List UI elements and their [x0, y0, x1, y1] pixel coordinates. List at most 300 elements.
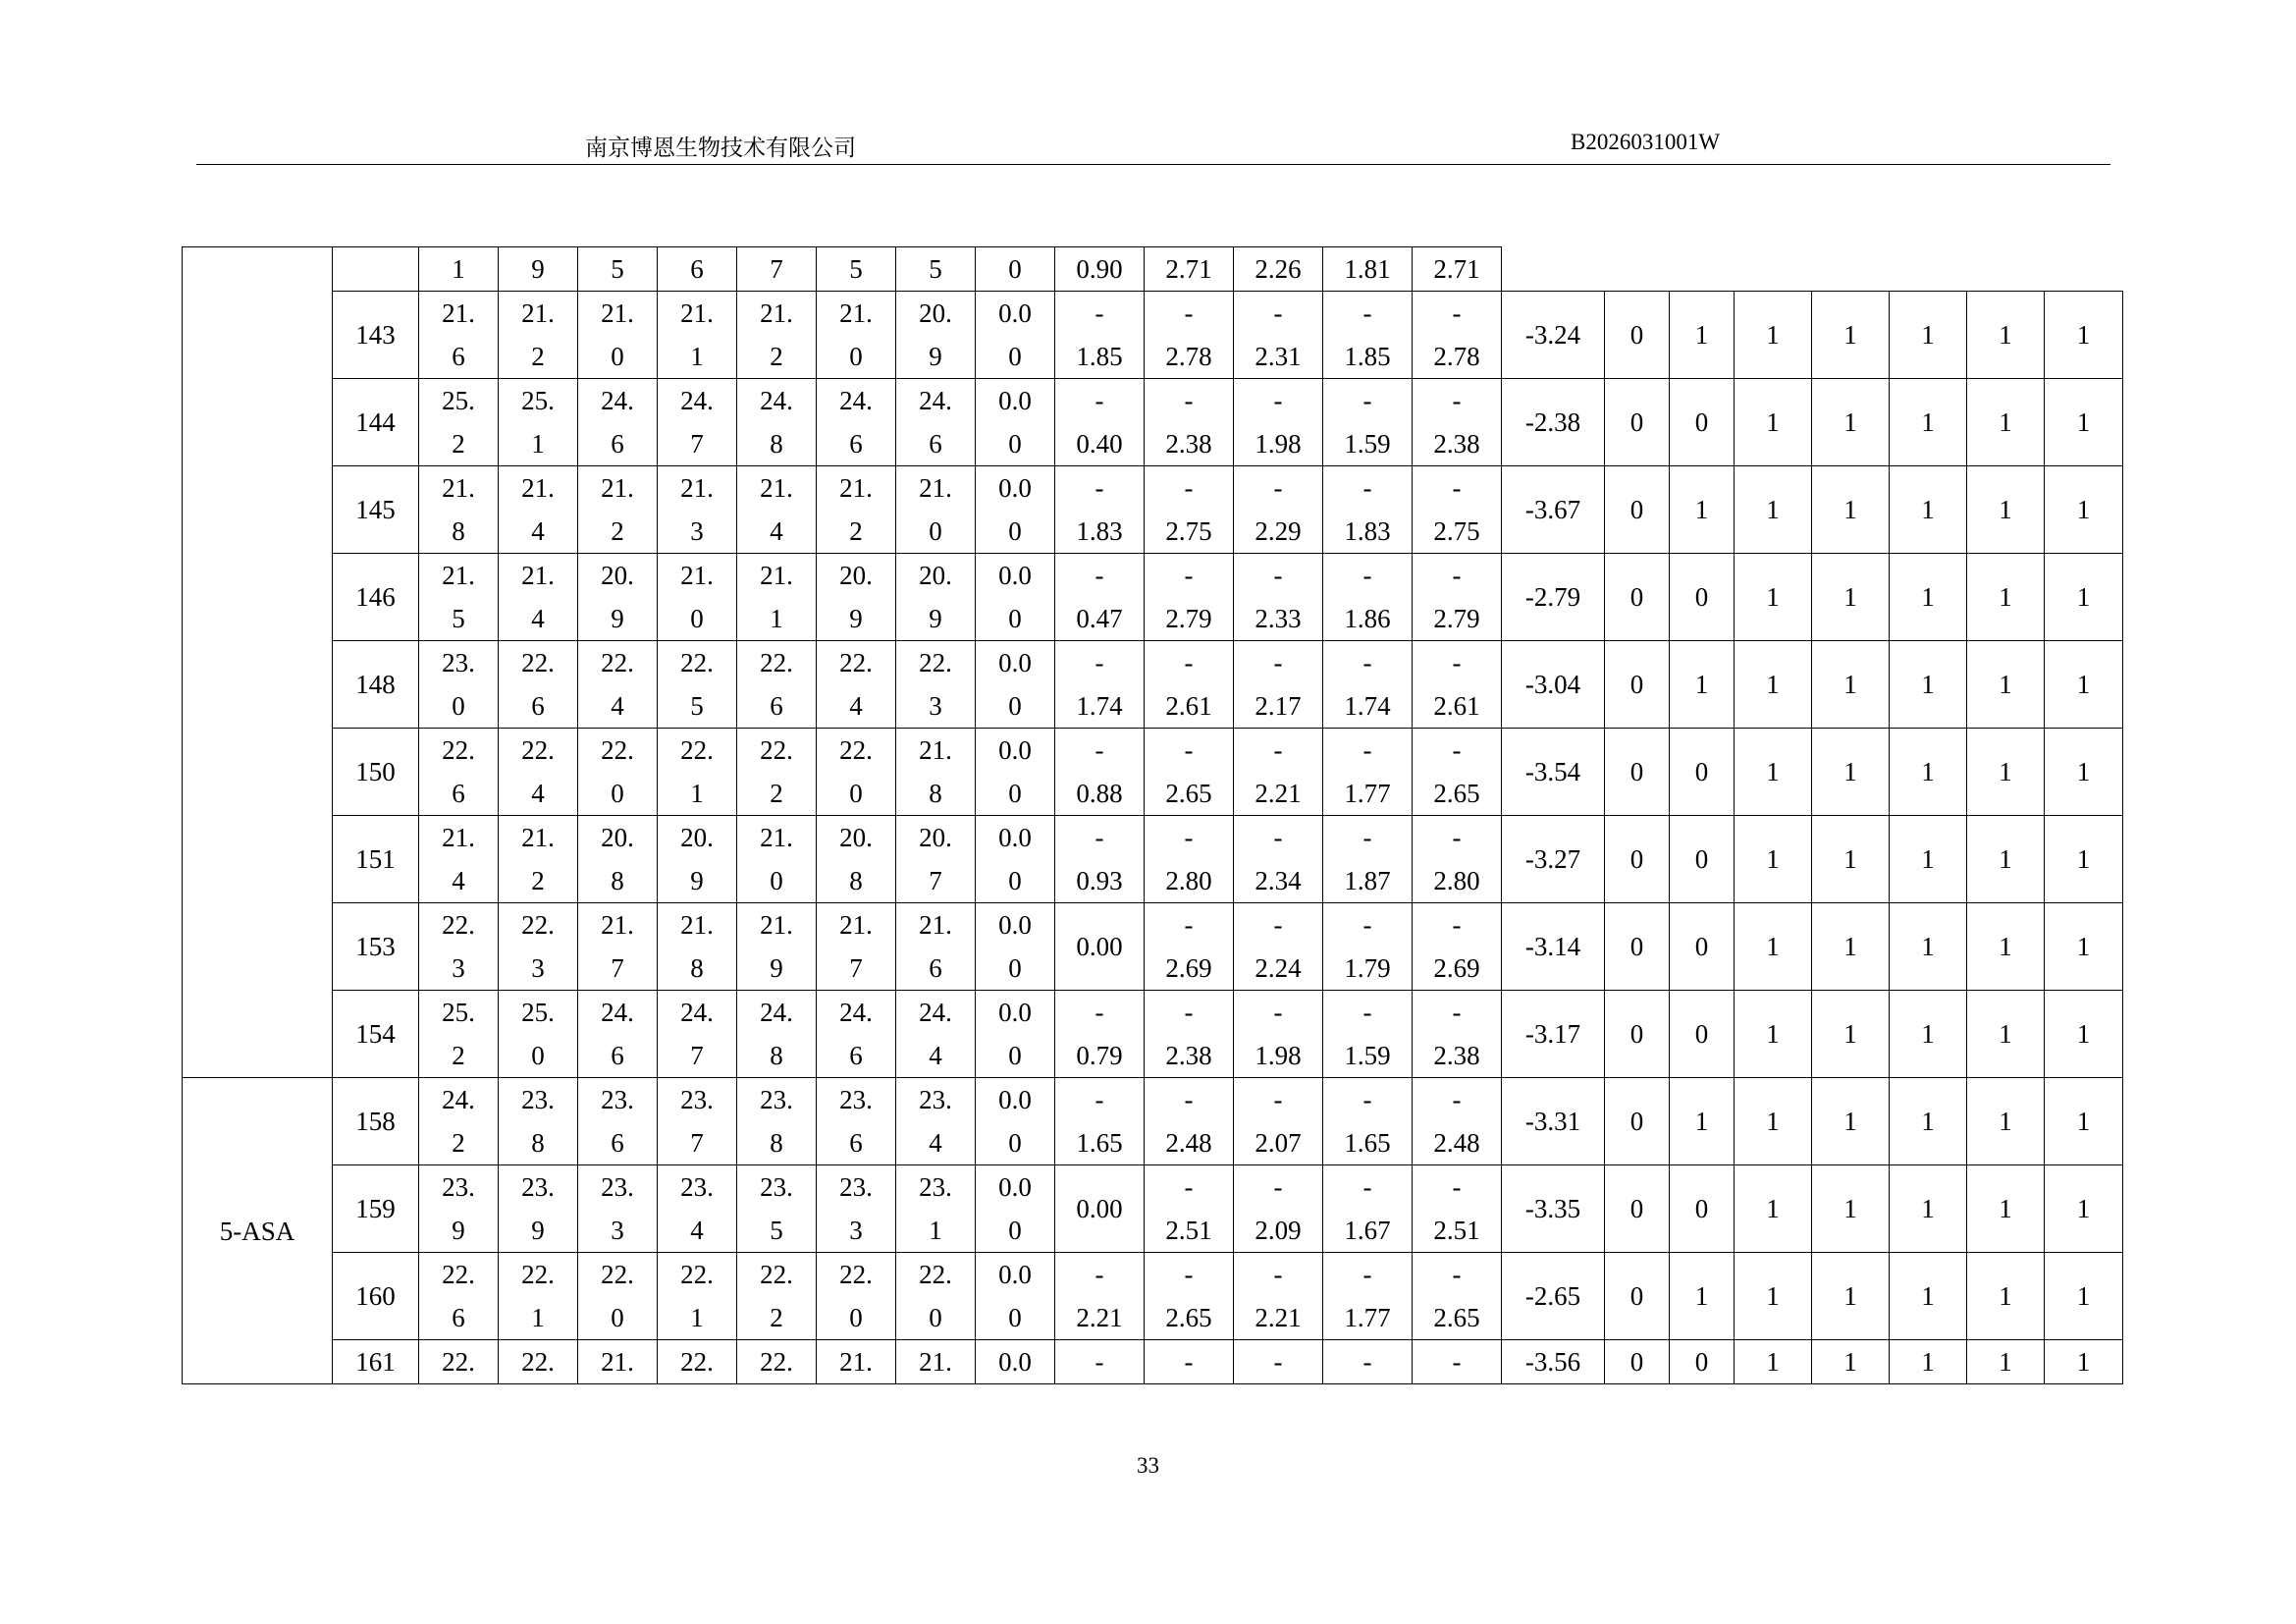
flag-cell: 0	[1670, 991, 1735, 1078]
value-line: 21.	[760, 473, 793, 503]
value-line: 23.	[839, 1172, 873, 1202]
value-line: 23.	[601, 1085, 634, 1114]
sample-id-cell: 148	[333, 641, 419, 729]
value-line: 24.	[680, 998, 714, 1027]
value-line: 21.	[760, 298, 793, 328]
value-cell	[1323, 554, 1413, 641]
value-line: 1.85	[1344, 342, 1391, 371]
flag-cell: 0	[1605, 1340, 1670, 1384]
value-cell	[976, 466, 1055, 554]
flag-cell: 0	[1670, 816, 1735, 903]
value-line: -	[1362, 648, 1372, 677]
value-line: 9	[452, 1216, 465, 1245]
table-row	[183, 292, 2123, 379]
flag-cell: 0	[1670, 1340, 1735, 1384]
value-cell	[1323, 729, 1413, 816]
value-line: -	[1452, 386, 1462, 415]
value-line: 23.	[680, 1172, 714, 1202]
table-row	[183, 729, 2123, 816]
flag-cell: 1	[1812, 379, 1890, 466]
value-line: 0.0	[998, 1260, 1032, 1289]
value-cell	[578, 903, 658, 991]
value-cell	[896, 991, 976, 1078]
value-line: -	[1452, 1172, 1462, 1202]
value-cell	[499, 1253, 578, 1340]
value-line: 0.0	[998, 1172, 1032, 1202]
value-cell	[817, 466, 896, 554]
value-line: 22.	[442, 910, 475, 940]
value-line: 1.65	[1344, 1128, 1391, 1158]
flag-cell: 1	[1967, 729, 2045, 816]
flag-cell: 1	[2045, 466, 2123, 554]
value-line: 2	[452, 429, 465, 459]
flag-cell: 1	[1890, 816, 1967, 903]
blank-cell	[1502, 247, 2123, 292]
value-cell	[499, 466, 578, 554]
value-line: 4	[531, 779, 545, 808]
value-line: 21.	[442, 823, 475, 852]
value-cell	[419, 1340, 499, 1384]
value-cell	[419, 554, 499, 641]
value-cell: 0	[976, 247, 1055, 292]
value-cell	[1055, 1340, 1145, 1384]
value-line: 0.47	[1076, 604, 1123, 633]
flag-cell: 1	[1812, 466, 1890, 554]
value-line: -	[1095, 823, 1104, 852]
header-company-name: 南京博恩生物技术有限公司	[585, 135, 856, 160]
value-cell	[1413, 1165, 1502, 1253]
value-line: 9	[849, 604, 863, 633]
value-line: -	[1452, 561, 1462, 590]
sample-id-cell: 151	[333, 816, 419, 903]
value-line: -	[1095, 1260, 1104, 1289]
flag-cell: 1	[1735, 1165, 1812, 1253]
value-line: 3	[929, 691, 942, 721]
value-cell	[1413, 816, 1502, 903]
value-line: 0	[1008, 1041, 1022, 1070]
value-line: 20.	[601, 561, 634, 590]
flag-cell: 1	[1812, 1340, 1890, 1384]
value-line: -	[1362, 998, 1372, 1027]
value-line: 2.31	[1255, 342, 1302, 371]
value-cell	[658, 1340, 737, 1384]
value-line: 22.	[521, 735, 555, 765]
value-line: 0	[1008, 779, 1022, 808]
flag-cell: 0	[1605, 1253, 1670, 1340]
flag-cell: 1	[1735, 292, 1812, 379]
flag-cell: 0	[1605, 903, 1670, 991]
flag-cell: 0	[1605, 1078, 1670, 1165]
table-row-continuation	[183, 247, 2123, 292]
value-line: 25.	[521, 998, 555, 1027]
table-row	[183, 1078, 2123, 1165]
value-line: 0.0	[998, 1085, 1032, 1114]
value-cell	[1323, 379, 1413, 466]
value-cell: 7	[737, 247, 817, 292]
table-row	[183, 641, 2123, 729]
value-line: 2	[531, 866, 545, 895]
value-line: 0	[611, 342, 624, 371]
flag-cell: 0	[1670, 1165, 1735, 1253]
value-line: 6	[452, 342, 465, 371]
value-line: 2.65	[1165, 1303, 1212, 1332]
value-line: 4	[690, 1216, 704, 1245]
flag-cell: 1	[1812, 1253, 1890, 1340]
value-cell	[1234, 379, 1323, 466]
value-cell	[737, 1253, 817, 1340]
value-line: 4	[452, 866, 465, 895]
value-cell	[896, 641, 976, 729]
table-row	[183, 1165, 2123, 1253]
flag-cell: 0	[1605, 816, 1670, 903]
flag-cell: 1	[2045, 379, 2123, 466]
flag-cell: 1	[2045, 1253, 2123, 1340]
flag-cell: 1	[2045, 991, 2123, 1078]
sample-id-cell: 159	[333, 1165, 419, 1253]
value-line: 0.0	[998, 998, 1032, 1027]
value-line: -	[1095, 735, 1104, 765]
flag-cell: 1	[1735, 641, 1812, 729]
value-cell	[976, 816, 1055, 903]
value-cell	[499, 1165, 578, 1253]
value-line: 22.	[601, 1260, 634, 1289]
page-number: 33	[1137, 1453, 1159, 1478]
flag-cell: 1	[1967, 1165, 2045, 1253]
value-line: -	[1184, 298, 1194, 328]
group-cell-upper	[183, 247, 333, 1078]
value-line: 4	[611, 691, 624, 721]
value-cell	[658, 1253, 737, 1340]
flag-cell: 0	[1670, 554, 1735, 641]
value-cell	[1055, 1253, 1145, 1340]
score-cell: -2.79	[1502, 554, 1605, 641]
value-cell	[499, 816, 578, 903]
flag-cell: 0	[1605, 991, 1670, 1078]
value-line: 1.74	[1076, 691, 1123, 721]
flag-cell: 1	[1812, 292, 1890, 379]
value-line: 21.	[442, 298, 475, 328]
data-table	[182, 246, 2123, 1384]
value-line: 22.	[442, 735, 475, 765]
value-line: 0	[849, 779, 863, 808]
value-line: 21.	[839, 910, 873, 940]
value-line: 9	[770, 953, 783, 983]
value-line: 21.	[601, 1347, 634, 1377]
value-line: -	[1362, 1347, 1372, 1377]
value-cell	[499, 1078, 578, 1165]
value-line: 8	[452, 516, 465, 546]
value-cell	[976, 729, 1055, 816]
value-cell	[817, 816, 896, 903]
value-cell	[1323, 641, 1413, 729]
value-cell: 5	[817, 247, 896, 292]
value-cell	[1145, 379, 1234, 466]
value-cell	[1145, 1165, 1234, 1253]
value-line: 20.	[680, 823, 714, 852]
flag-cell: 1	[1670, 641, 1735, 729]
value-line: -	[1273, 1085, 1283, 1114]
value-cell	[1413, 641, 1502, 729]
score-cell: -2.38	[1502, 379, 1605, 466]
value-line: 3	[611, 1216, 624, 1245]
flag-cell: 1	[1735, 991, 1812, 1078]
flag-cell: 1	[1967, 554, 2045, 641]
value-line: -	[1184, 1260, 1194, 1289]
value-line: 24.	[760, 998, 793, 1027]
value-line: -	[1184, 473, 1194, 503]
value-line: 22.	[760, 1347, 793, 1377]
flag-cell: 1	[1967, 1253, 2045, 1340]
value-line: 4	[531, 516, 545, 546]
value-cell	[1413, 1078, 1502, 1165]
value-line: -	[1362, 1172, 1372, 1202]
value-cell	[896, 816, 976, 903]
value-cell	[499, 292, 578, 379]
value-line: 2.65	[1433, 779, 1480, 808]
value-line: 21.	[919, 473, 952, 503]
flag-cell: 1	[1967, 379, 2045, 466]
value-line: 21.	[601, 298, 634, 328]
value-line: -	[1273, 823, 1283, 852]
value-line: 2	[531, 342, 545, 371]
value-line: -	[1362, 735, 1372, 765]
flag-cell: 1	[1812, 816, 1890, 903]
value-line: 0	[770, 866, 783, 895]
value-line: 0	[531, 1041, 545, 1070]
flag-cell: 1	[1735, 816, 1812, 903]
value-line: 21.	[680, 561, 714, 590]
value-line: 0.0	[998, 473, 1032, 503]
value-line: 22.	[680, 1347, 714, 1377]
table-row	[183, 991, 2123, 1078]
value-cell	[658, 379, 737, 466]
value-line: 24.	[442, 1085, 475, 1114]
value-line: 22.	[919, 1260, 952, 1289]
value-line: 2.51	[1433, 1216, 1480, 1245]
value-cell	[578, 991, 658, 1078]
flag-cell: 1	[1735, 1078, 1812, 1165]
value-cell	[1323, 1165, 1413, 1253]
flag-cell: 1	[1890, 1165, 1967, 1253]
value-line: 0	[690, 604, 704, 633]
value-cell	[1055, 1165, 1145, 1253]
sample-id-cell: 143	[333, 292, 419, 379]
value-cell: 9	[499, 247, 578, 292]
value-cell	[737, 991, 817, 1078]
value-cell	[737, 292, 817, 379]
score-cell: -3.54	[1502, 729, 1605, 816]
flag-cell: 1	[1735, 554, 1812, 641]
value-cell	[1055, 816, 1145, 903]
value-line: 8	[849, 866, 863, 895]
value-cell	[1055, 903, 1145, 991]
value-line: -	[1452, 1347, 1462, 1377]
value-line: 8	[611, 866, 624, 895]
value-line: 21.	[839, 1347, 873, 1377]
value-cell	[499, 1340, 578, 1384]
value-line: 22.	[521, 910, 555, 940]
value-line: 9	[531, 1216, 545, 1245]
value-cell	[578, 554, 658, 641]
value-line: 2.24	[1255, 953, 1302, 983]
value-line: 24.	[919, 386, 952, 415]
value-cell	[976, 292, 1055, 379]
value-cell	[817, 292, 896, 379]
value-line: 23.	[919, 1085, 952, 1114]
flag-cell: 0	[1670, 379, 1735, 466]
flag-cell: 1	[1890, 729, 1967, 816]
value-line: 2.21	[1255, 1303, 1302, 1332]
value-line: -	[1184, 1347, 1194, 1377]
value-line: 2	[770, 1303, 783, 1332]
value-cell	[1145, 292, 1234, 379]
value-cell	[1055, 466, 1145, 554]
value-line: 20.	[919, 823, 952, 852]
value-line: 6	[849, 429, 863, 459]
value-line: 22.	[680, 648, 714, 677]
value-line: 0.0	[998, 735, 1032, 765]
value-line: 1	[770, 604, 783, 633]
value-line: 0	[1008, 1216, 1022, 1245]
value-line: 1.79	[1344, 953, 1391, 983]
score-cell: -2.65	[1502, 1253, 1605, 1340]
value-line: 22.	[760, 735, 793, 765]
flag-cell: 1	[1967, 1340, 2045, 1384]
value-line: 1.98	[1255, 429, 1302, 459]
value-line: 1.59	[1344, 429, 1391, 459]
value-line: 4	[770, 516, 783, 546]
value-cell	[499, 991, 578, 1078]
value-line: -	[1095, 386, 1104, 415]
value-line: -	[1452, 998, 1462, 1027]
flag-cell: 1	[1812, 991, 1890, 1078]
value-line: 6	[452, 1303, 465, 1332]
value-line: 21.	[680, 298, 714, 328]
value-cell	[1413, 729, 1502, 816]
sample-id-cell: 154	[333, 991, 419, 1078]
flag-cell: 1	[1890, 1078, 1967, 1165]
flag-cell: 1	[2045, 903, 2123, 991]
value-line: 2	[452, 1041, 465, 1070]
value-line: 2.61	[1165, 691, 1212, 721]
value-line: 24.	[680, 386, 714, 415]
value-cell	[1234, 991, 1323, 1078]
value-cell	[1145, 466, 1234, 554]
value-line: 8	[770, 1041, 783, 1070]
value-line: 7	[611, 953, 624, 983]
value-line: 0.88	[1076, 779, 1123, 808]
flag-cell: 1	[1670, 466, 1735, 554]
value-line: 2.48	[1433, 1128, 1480, 1158]
value-cell	[1234, 292, 1323, 379]
value-line: 4	[849, 691, 863, 721]
value-cell	[896, 1165, 976, 1253]
value-line: 2.80	[1433, 866, 1480, 895]
value-cell	[896, 1253, 976, 1340]
value-line: 22.	[521, 1347, 555, 1377]
value-line: -	[1095, 298, 1104, 328]
flag-cell: 0	[1605, 1165, 1670, 1253]
value-cell	[817, 1253, 896, 1340]
value-cell	[817, 379, 896, 466]
value-cell	[1055, 379, 1145, 466]
value-line: 1.85	[1076, 342, 1123, 371]
flag-cell: 0	[1605, 554, 1670, 641]
value-cell	[1145, 1340, 1234, 1384]
flag-cell: 1	[2045, 816, 2123, 903]
value-cell	[817, 641, 896, 729]
value-line: 21.	[839, 473, 873, 503]
value-cell	[1413, 466, 1502, 554]
flag-cell: 1	[1890, 903, 1967, 991]
value-line: 21.	[521, 298, 555, 328]
value-line: 2.48	[1165, 1128, 1212, 1158]
sample-id-cell: 158	[333, 1078, 419, 1165]
table-row	[183, 379, 2123, 466]
value-line: 0	[929, 516, 942, 546]
flag-cell: 0	[1605, 641, 1670, 729]
value-cell	[896, 292, 976, 379]
value-line: 0	[452, 691, 465, 721]
sample-id-cell: 161	[333, 1340, 419, 1384]
value-line: -	[1184, 386, 1194, 415]
value-line: -	[1362, 561, 1372, 590]
flag-cell: 1	[1967, 292, 2045, 379]
value-cell	[896, 466, 976, 554]
flag-cell: 1	[1812, 1078, 1890, 1165]
value-cell	[1145, 1253, 1234, 1340]
value-line: 1	[929, 1216, 942, 1245]
value-cell	[1055, 1078, 1145, 1165]
value-line: -	[1273, 386, 1283, 415]
value-line: 2.78	[1165, 342, 1212, 371]
value-line: 1.98	[1255, 1041, 1302, 1070]
value-line: 5	[770, 1216, 783, 1245]
value-line: 1.83	[1076, 516, 1123, 546]
value-cell	[1413, 554, 1502, 641]
flag-cell: 1	[1890, 641, 1967, 729]
value-line: 20.	[839, 561, 873, 590]
value-line: 0	[849, 342, 863, 371]
table-row	[183, 903, 2123, 991]
value-cell	[419, 816, 499, 903]
value-line: 21.	[521, 823, 555, 852]
value-line: -	[1452, 1260, 1462, 1289]
value-cell	[1413, 292, 1502, 379]
value-cell	[578, 816, 658, 903]
value-cell	[658, 641, 737, 729]
value-line: 3	[849, 1216, 863, 1245]
value-cell	[658, 1165, 737, 1253]
flag-cell: 1	[1890, 466, 1967, 554]
value-cell	[1234, 1165, 1323, 1253]
value-cell	[1413, 991, 1502, 1078]
value-line: -	[1184, 1085, 1194, 1114]
value-cell	[419, 903, 499, 991]
value-cell	[737, 729, 817, 816]
value-line: 21.	[680, 910, 714, 940]
value-line: 0	[1008, 953, 1022, 983]
value-line: -	[1362, 1260, 1372, 1289]
flag-cell: 1	[1735, 379, 1812, 466]
value-cell	[578, 729, 658, 816]
value-cell: 0.90	[1055, 247, 1145, 292]
value-cell	[658, 903, 737, 991]
value-cell	[1055, 729, 1145, 816]
value-line: 1	[690, 1303, 704, 1332]
value-line: 21.	[601, 910, 634, 940]
value-cell	[896, 729, 976, 816]
